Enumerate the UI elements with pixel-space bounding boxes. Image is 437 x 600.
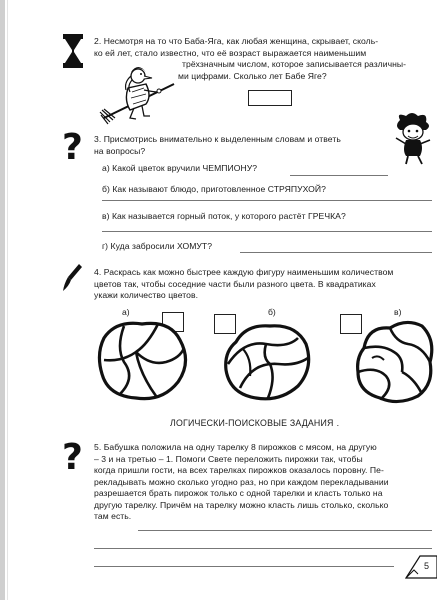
question-c-mark: ? — [340, 211, 346, 221]
answer-line-task5-2[interactable] — [94, 548, 432, 549]
task-2-line-3: трёхзначным числом, которое записывается различны- — [182, 59, 407, 69]
question-c-text: в) Как называется горный поток, у которого растёт — [102, 211, 309, 221]
task-5-line-7: там есть. — [94, 511, 132, 521]
paintbrush-icon — [63, 264, 83, 292]
question-mark-icon-2: ? — [62, 437, 83, 478]
shape-a-label: а) — [122, 307, 130, 317]
section-heading-dot: . — [336, 418, 340, 428]
section-heading-text: ЛОГИЧЕСКИ-ПОИСКОВЫЕ ЗАДАНИЯ — [170, 418, 334, 428]
question-d-mark: ? — [207, 241, 213, 251]
answer-line-task5-3[interactable] — [94, 566, 394, 567]
task-5-line-5: разрешается брать пирожок только с одной тарелки и класть только на — [94, 488, 383, 498]
cartoon-character-illustration — [392, 112, 434, 164]
task-3-question-a — [102, 163, 257, 175]
question-b-text: б) Как называют блюдо, приготовленное — [102, 184, 268, 194]
shape-b-label: б) — [268, 307, 276, 317]
answer-line-b[interactable] — [102, 200, 432, 201]
question-b-keyword: СТРЯПУХОЙ — [267, 184, 322, 194]
question-mark-icon: ? — [62, 127, 83, 168]
task-3-question-d — [102, 241, 212, 253]
task-2-line-2: ко ей лет, стало известно, что её возраст выражается наименьшим — [94, 47, 367, 58]
task-3-intro-line-2: на вопросы? — [94, 145, 146, 156]
task-4-line-2: цветов так, чтобы соседние части были разного цвета. В квадратиках — [94, 278, 376, 289]
page-corner-icon — [404, 552, 437, 580]
task-4-line-1: 4. Раскрась как можно быстрее каждую фигуру наименьшим количеством — [94, 267, 394, 277]
question-a-text: а) Какой цветок вручили — [102, 163, 203, 173]
task-5-text — [94, 442, 389, 523]
page-binding-line — [7, 0, 8, 600]
question-a-keyword: ЧЕМПИОНУ — [202, 163, 253, 173]
answer-line-a[interactable] — [290, 175, 388, 176]
coloring-shape-c[interactable] — [352, 314, 436, 406]
task-3-question-c — [102, 211, 346, 223]
question-d-keyword: ХОМУТ — [176, 241, 208, 251]
task-5-line-6: другую тарелку. Причём на тарелку можно класть лишь столько, сколько — [94, 499, 389, 510]
age-answer-box[interactable] — [248, 90, 292, 106]
page-number: 5 — [424, 561, 430, 571]
question-b-mark: ? — [321, 184, 326, 194]
shape-c-label: в) — [394, 307, 402, 317]
coloring-shape-b[interactable] — [222, 318, 314, 404]
task-5-line-3: когда пришли гости, на всех тарелках пирожков оказалось поровну. Пе- — [94, 465, 384, 475]
task-5-line-4: рекладывать можно сколько угодно раз, но при каждом перекладывании — [94, 476, 389, 487]
question-a-mark: ? — [252, 163, 258, 173]
answer-line-task5-1[interactable] — [138, 530, 432, 531]
task-4-line-3: укажи количество цветов. — [94, 290, 199, 300]
coloring-shape-a[interactable] — [96, 318, 194, 402]
section-heading — [170, 418, 339, 428]
task-4-text — [94, 267, 393, 302]
task-3-question-b — [102, 184, 326, 196]
answer-line-c[interactable] — [102, 231, 432, 232]
hourglass-icon — [62, 34, 84, 68]
task-2-line-4: ми цифрами. Сколько лет Бабе Яге? — [178, 70, 327, 81]
task-3-intro — [94, 134, 341, 157]
task-3-intro-line-1: 3. Присмотрись внимательно к выделенным словам и ответь — [94, 134, 341, 144]
question-c-keyword: ГРЕЧКА — [308, 211, 341, 221]
task-5-line-2: – 3 и на третью – 1. Помоги Свете переложить пирожки так, чтобы — [94, 453, 363, 464]
answer-line-d[interactable] — [240, 252, 432, 253]
task-2-line-1: 2. Несмотря на то что Баба-Яга, как любая женщина, скрывает, сколь- — [94, 36, 379, 46]
page-binding-edge — [0, 0, 5, 600]
baba-yaga-illustration — [100, 62, 178, 124]
task-5-line-1: 5. Бабушка положила на одну тарелку 8 пирожков с мясом, на другую — [94, 442, 377, 452]
question-d-text: г) Куда забросили — [102, 241, 177, 251]
